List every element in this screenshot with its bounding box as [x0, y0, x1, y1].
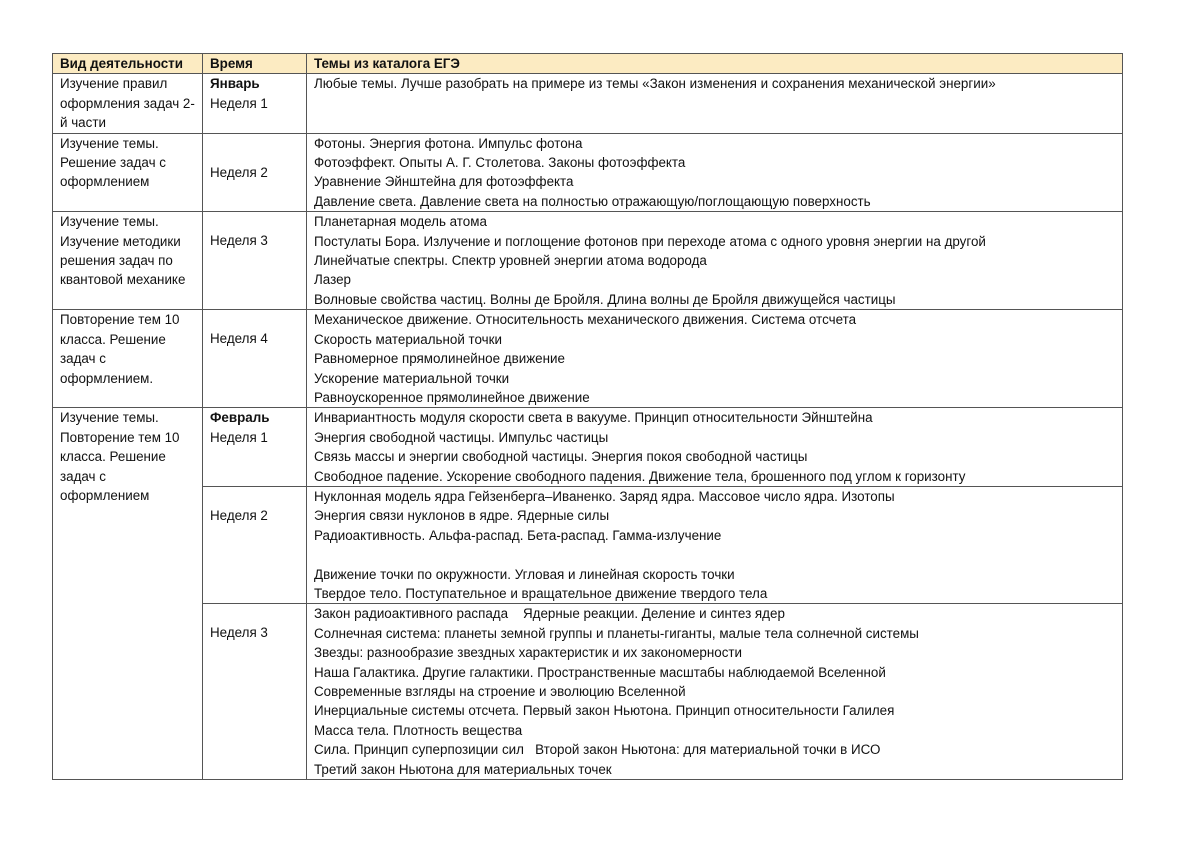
- topic-item: Волновые свойства частиц. Волны де Бройля. Длина волны де Бройля движущейся частицы: [314, 291, 896, 307]
- topic-item: Радиоактивность. Альфа-распад. Бета-распад. Гамма-излучение: [314, 527, 722, 543]
- topic-item: Ускорение материальной точки: [314, 370, 510, 386]
- topic-item: Планетарная модель атома: [314, 214, 487, 230]
- topic-item: Уравнение Эйнштейна для фотоэффекта: [314, 174, 574, 190]
- topic-item: Связь массы и энергии свободной частицы. Энергия покоя свободной частицы: [314, 449, 808, 465]
- table-row: [53, 604, 1123, 780]
- month-label: Январь: [210, 76, 260, 92]
- topic-item: Третий закон Ньютона для материальных точек: [314, 761, 612, 777]
- topic-item: Постулаты Бора. Излучение и поглощение фотонов при переходе атома с одного уровня энергии на другой: [314, 233, 986, 249]
- topics-cell: [307, 74, 1123, 133]
- activity-cell: Изучение темы. Повторение тем 10 класса. Решение задач с оформлением: [53, 408, 203, 780]
- topic-item: Лазер: [314, 272, 351, 288]
- topic-item: Закон радиоактивного распада Ядерные реакции. Деление и синтез ядер: [314, 606, 785, 622]
- week-label: Неделя 2: [210, 164, 268, 180]
- topic-item: Сила. Принцип суперпозиции сил Второй закон Ньютона: для материальной точки в ИСО: [314, 742, 881, 758]
- study-plan-table: [52, 53, 1123, 780]
- week-label: Неделя 1: [210, 429, 268, 445]
- week-label: Неделя 1: [210, 95, 268, 111]
- topics-cell: [307, 310, 1123, 408]
- topic-item: Фотоны. Энергия фотона. Импульс фотона: [314, 135, 583, 151]
- table-row: [53, 133, 1123, 212]
- table-row: [53, 74, 1123, 133]
- time-cell: [203, 408, 307, 487]
- topic-item: Энергия связи нуклонов в ядре. Ядерные силы: [314, 508, 610, 524]
- topic-item: Движение точки по окружности. Угловая и линейная скорость точки: [314, 566, 735, 582]
- week-label: Неделя 3: [210, 233, 268, 249]
- topic-item: Энергия свободной частицы. Импульс частицы: [314, 429, 609, 445]
- topics-cell: [307, 486, 1123, 603]
- topic-item: Солнечная система: планеты земной группы и планеты-гиганты, малые тела солнечной системы: [314, 625, 919, 641]
- time-cell: [203, 212, 307, 310]
- topics-cell: [307, 133, 1123, 212]
- topic-item: Масса тела. Плотность вещества: [314, 722, 523, 738]
- topic-item: Наша Галактика. Другие галактики. Пространственные масштабы наблюдаемой Вселенной: [314, 664, 886, 680]
- topic-item: Современные взгляды на строение и эволюцию Вселенной: [314, 683, 686, 699]
- topics-cell: [307, 212, 1123, 310]
- topic-item: Механическое движение. Относительность механического движения. Система отсчета: [314, 312, 857, 328]
- topic-item: Любые темы. Лучше разобрать на примере из темы «Закон изменения и сохранения механической энергии»: [314, 76, 996, 92]
- topic-item: Нуклонная модель ядра Гейзенберга–Иваненко. Заряд ядра. Массовое число ядра. Изотопы: [314, 488, 895, 504]
- topics-cell: [307, 604, 1123, 780]
- topic-item: Скорость материальной точки: [314, 331, 502, 347]
- topic-item: Линейчатые спектры. Спектр уровней энергии атома водорода: [314, 253, 707, 269]
- table-row: [53, 310, 1123, 408]
- topic-item: Давление света. Давление света на полностью отражающую/поглощающую поверхность: [314, 193, 871, 209]
- topic-item: Фотоэффект. Опыты А. Г. Столетова. Законы фотоэффекта: [314, 155, 686, 171]
- header-row: [53, 54, 1123, 74]
- table-row: [53, 486, 1123, 603]
- activity-cell: Изучение правил оформления задач 2-й части: [53, 74, 203, 133]
- topic-item: Свободное падение. Ускорение свободного падения. Движение тела, брошенного под углом к горизонту: [314, 468, 966, 484]
- topic-item: Твердое тело. Поступательное и вращательное движение твердого тела: [314, 585, 768, 601]
- month-label: Февраль: [210, 410, 270, 426]
- header-activity: Вид деятельности: [53, 54, 203, 74]
- topic-item: Равномерное прямолинейное движение: [314, 351, 565, 367]
- header-topics: Темы из каталога ЕГЭ: [307, 54, 1123, 74]
- table-row: [53, 212, 1123, 310]
- topic-item: Инвариантность модуля скорости света в вакууме. Принцип относительности Эйнштейна: [314, 410, 873, 426]
- blank-line: [314, 545, 1116, 564]
- topic-item: Инерциальные системы отсчета. Первый закон Ньютона. Принцип относительности Галилея: [314, 703, 895, 719]
- activity-cell: Изучение темы. Решение задач с оформлением: [53, 133, 203, 212]
- table-row: [53, 408, 1123, 487]
- time-cell: [203, 310, 307, 408]
- time-cell: [203, 133, 307, 212]
- header-time: Время: [203, 54, 307, 74]
- week-label: Неделя 2: [210, 507, 268, 523]
- activity-cell: Повторение тем 10 класса. Решение задач с оформлением.: [53, 310, 203, 408]
- time-cell: [203, 74, 307, 133]
- time-cell: [203, 486, 307, 603]
- week-label: Неделя 3: [210, 625, 268, 641]
- topic-item: Равноускоренное прямолинейное движение: [314, 389, 590, 405]
- week-label: Неделя 4: [210, 331, 268, 347]
- activity-cell: Изучение темы. Изучение методики решения задач по квантовой механике: [53, 212, 203, 310]
- time-cell: [203, 604, 307, 780]
- topics-cell: [307, 408, 1123, 487]
- topic-item: Звезды: разнообразие звездных характеристик и их закономерности: [314, 645, 743, 661]
